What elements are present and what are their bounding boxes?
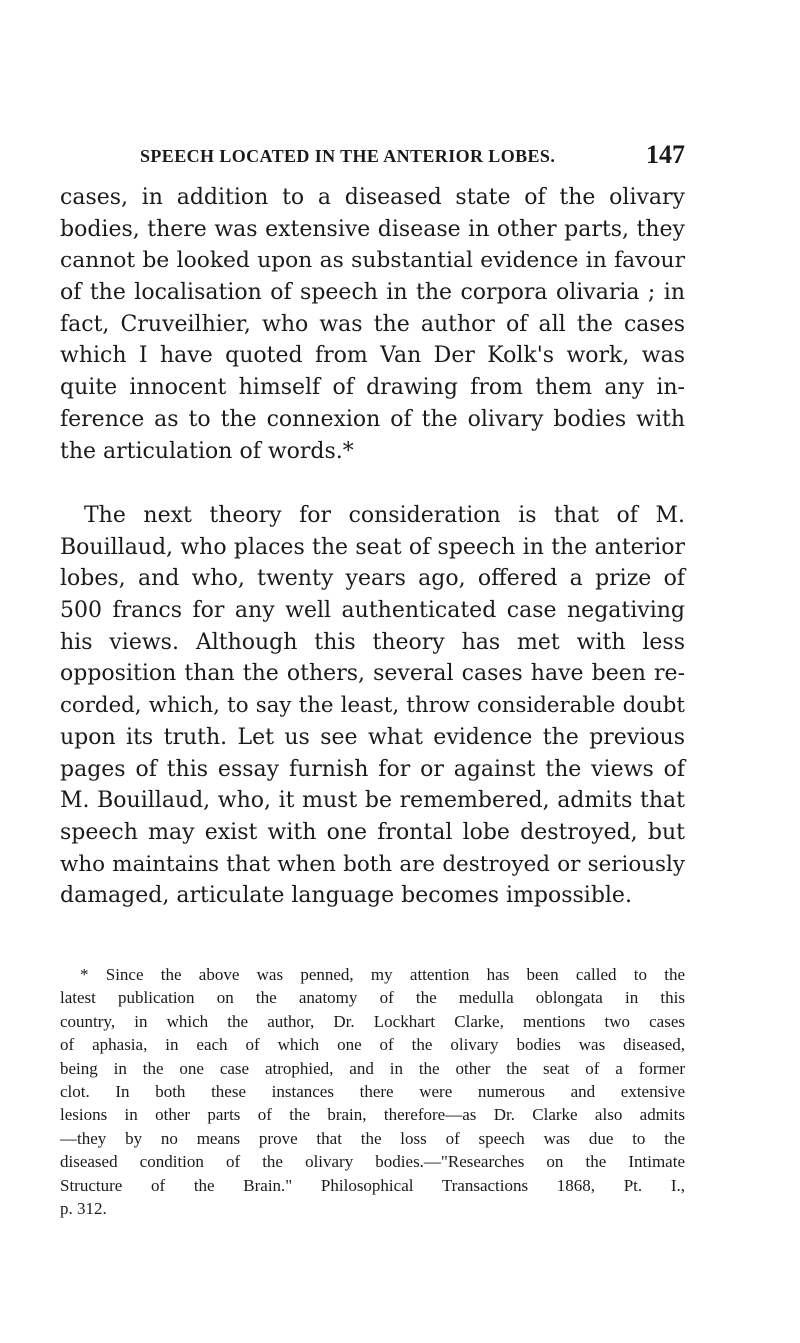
paragraph-1 — [60, 182, 685, 467]
text-line: The next theory for consideration is that of M. — [84, 503, 685, 528]
footnote-line: diseased condition of the olivary bodies.—"Researches on the Intimate — [60, 1152, 685, 1172]
text-line: 500 francs for any well authenticated case negativing — [60, 598, 685, 624]
text-line: upon its truth. Let us see what evidence the previous — [60, 724, 685, 750]
running-title: SPEECH LOCATED IN THE ANTERIOR LOBES. — [140, 146, 556, 166]
text-line: bodies, there was extensive disease in other parts, they — [60, 216, 685, 242]
text-line: corded, which, to say the least, throw considerable doubt — [60, 693, 685, 719]
footnote-line: p. 312. — [60, 1198, 107, 1218]
text-line: quite innocent himself of drawing from them any in- — [60, 375, 685, 401]
footnote — [60, 963, 685, 1220]
footnote-line: of aphasia, in each of which one of the olivary bodies was diseased, — [60, 1035, 685, 1055]
text-line: opposition than the others, several cases have been re- — [60, 661, 685, 687]
footnote-line: country, in which the author, Dr. Lockhart Clarke, mentions two cases — [60, 1011, 685, 1031]
text-line: M. Bouillaud, who, it must be remembered, admits that — [60, 788, 685, 814]
footnote-line: clot. In both these instances there were numerous and extensive — [60, 1081, 685, 1101]
text-line: who maintains that when both are destroyed or seriously — [60, 851, 685, 877]
footnote-line: * Since the above was penned, my attention has been called to the — [80, 965, 685, 984]
footnote-line: lesions in other parts of the brain, therefore—as Dr. Clarke also admits — [60, 1105, 685, 1125]
page-number: 147 — [646, 140, 685, 169]
text-line: pages of this essay furnish for or against the views of — [60, 756, 685, 782]
text-line: of the localisation of speech in the corpora olivaria ; in — [60, 280, 685, 306]
text-line: ference as to the connexion of the olivary bodies with — [60, 406, 685, 432]
text-line: the articulation of words.* — [60, 438, 354, 464]
text-line: which I have quoted from Van Der Kolk's work, was — [60, 343, 685, 369]
paragraph-2 — [60, 500, 685, 912]
text-line: his views. Although this theory has met with less — [60, 629, 685, 655]
text-line: cases, in addition to a diseased state of the olivary — [60, 185, 685, 210]
text-line: cannot be looked upon as substantial evidence in favour — [60, 248, 685, 274]
text-line: fact, Cruveilhier, who was the author of all the cases — [60, 311, 685, 337]
text-line: Bouillaud, who places the seat of speech in the anterior — [60, 534, 685, 560]
footnote-line: Structure of the Brain." Philosophical Transactions 1868, Pt. I., — [60, 1175, 685, 1195]
text-line: speech may exist with one frontal lobe destroyed, but — [60, 819, 685, 845]
text-line: lobes, and who, twenty years ago, offered a prize of — [60, 566, 685, 592]
running-head — [60, 140, 685, 176]
footnote-line: being in the one case atrophied, and in the other the seat of a former — [60, 1058, 685, 1078]
footnote-line: latest publication on the anatomy of the medulla oblongata in this — [60, 988, 685, 1008]
footnote-line: —they by no means prove that the loss of speech was due to the — [60, 1128, 685, 1148]
text-line: damaged, articulate language becomes impossible. — [60, 883, 632, 909]
